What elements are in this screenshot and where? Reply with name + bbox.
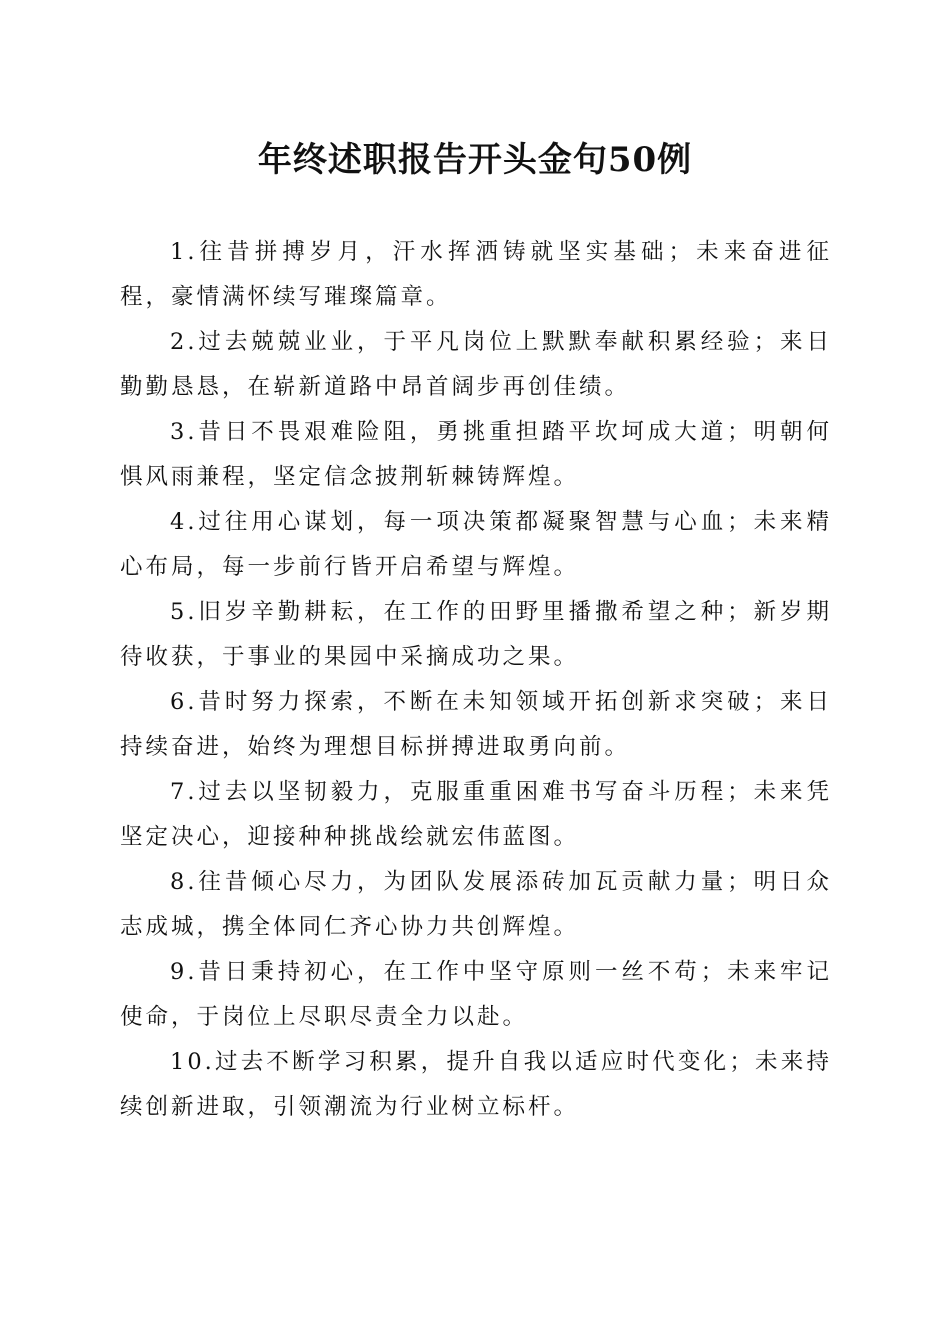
quote-item-9: 9.昔日秉持初心，在工作中坚守原则一丝不苟；未来牢记使命，于岗位上尽职尽责全力以赴。 [120, 959, 832, 1030]
quote-list [120, 230, 832, 1130]
quote-item-10: 10.过去不断学习积累，提升自我以适应时代变化；未来持续创新进取，引领潮流为行业树立标杆。 [120, 1049, 832, 1120]
quote-item-1: 1.往昔拼搏岁月，汗水挥洒铸就坚实基础；未来奋进征程，豪情满怀续写璀璨篇章。 [120, 239, 832, 310]
document-title: 年终述职报告开头金句50例 [257, 140, 693, 180]
quote-item-3: 3.昔日不畏艰难险阻，勇挑重担踏平坎坷成大道；明朝何惧风雨兼程，坚定信念披荆斩棘铸辉煌。 [120, 419, 832, 490]
quote-item-6: 6.昔时努力探索，不断在未知领域开拓创新求突破；来日持续奋进，始终为理想目标拼搏进取勇向前。 [120, 689, 832, 760]
quote-item-4: 4.过往用心谋划，每一项决策都凝聚智慧与心血；未来精心布局，每一步前行皆开启希望与辉煌。 [120, 509, 832, 580]
quote-item-2: 2.过去兢兢业业，于平凡岗位上默默奉献积累经验；来日勤勤恳恳，在崭新道路中昂首阔步再创佳绩。 [120, 329, 832, 400]
quote-item-5: 5.旧岁辛勤耕耘，在工作的田野里播撒希望之种；新岁期待收获，于事业的果园中采摘成功之果。 [120, 599, 832, 670]
quote-item-8: 8.往昔倾心尽力，为团队发展添砖加瓦贡献力量；明日众志成城，携全体同仁齐心协力共创辉煌。 [120, 869, 832, 940]
quote-item-7: 7.过去以坚韧毅力，克服重重困难书写奋斗历程；未来凭坚定决心，迎接种种挑战绘就宏伟蓝图。 [120, 779, 832, 850]
